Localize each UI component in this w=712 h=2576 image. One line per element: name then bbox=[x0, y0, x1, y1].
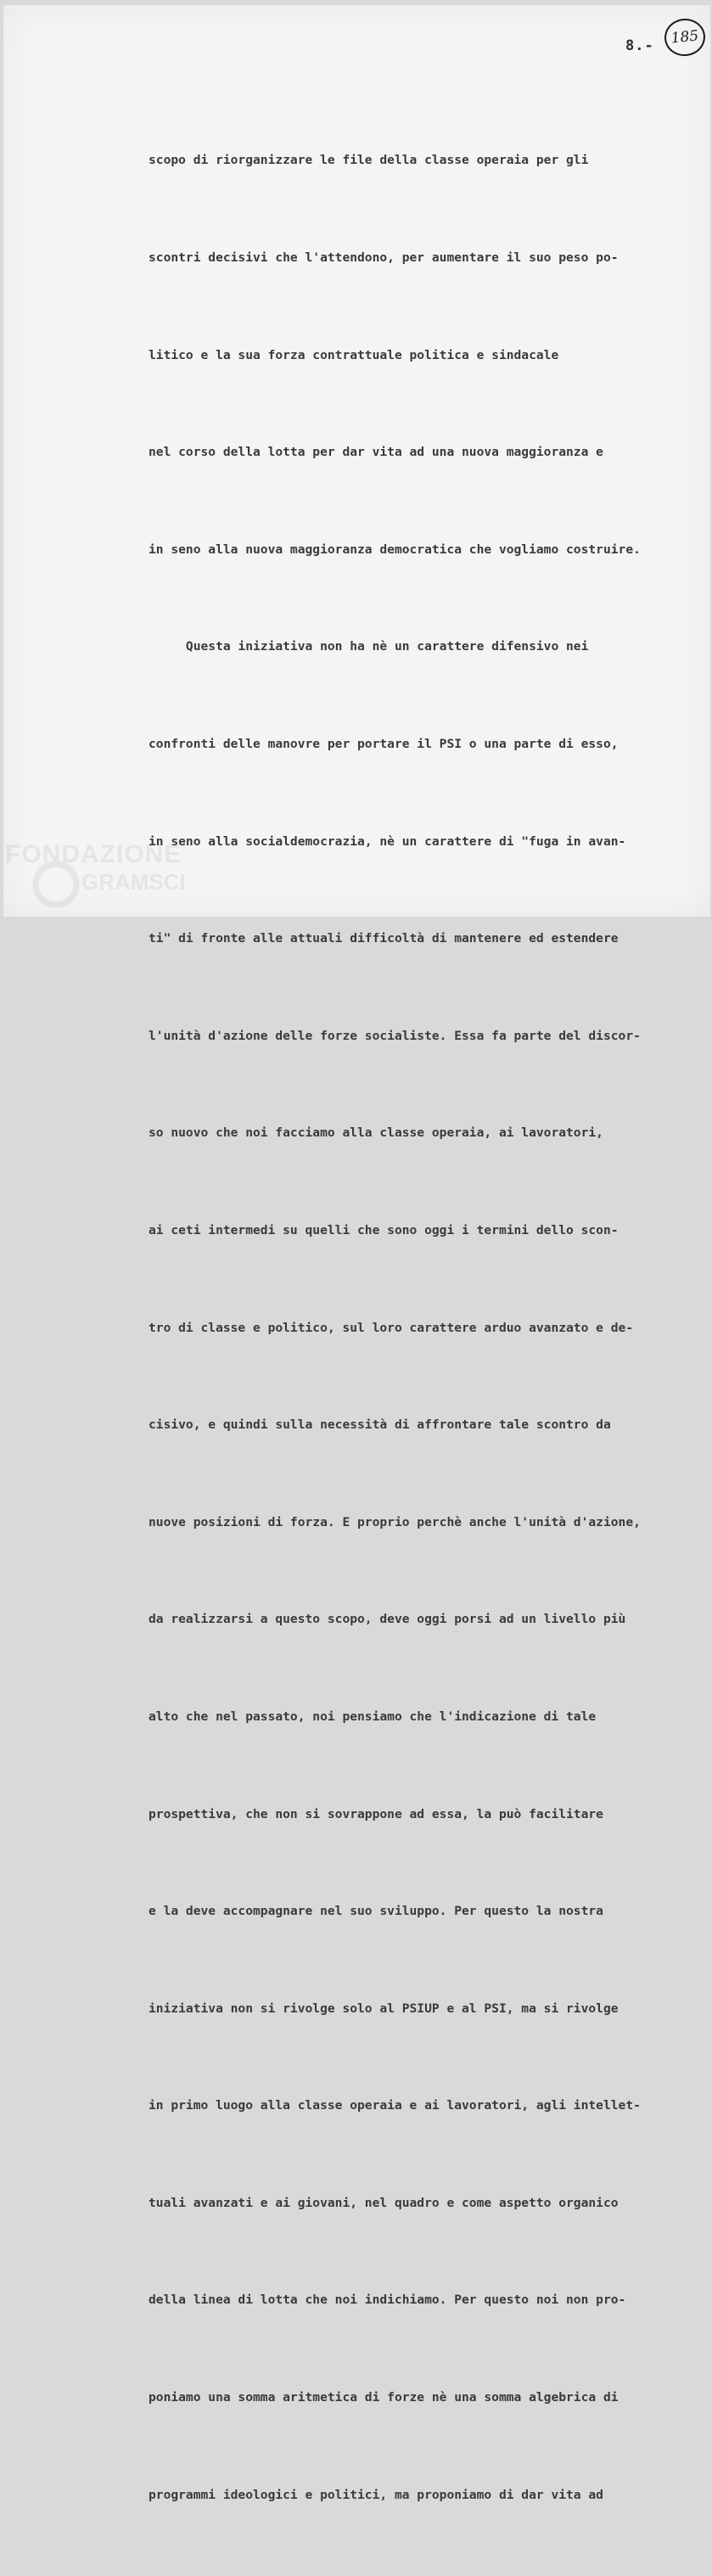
text-line: in seno alla socialdemocrazia, nè un carattere di "fuga in avan- bbox=[149, 833, 626, 849]
text-line: tuali avanzati e ai giovani, nel quadro e come aspetto organico bbox=[149, 2195, 619, 2210]
text-line: ai ceti intermedi su quelli che sono oggi i termini dello scon- bbox=[149, 1222, 619, 1237]
text-line: della linea di lotta che noi indichiamo. Per questo noi non pro- bbox=[149, 2293, 626, 2308]
text-line: l'unità d'azione delle forze socialiste. Essa fa parte del discor- bbox=[149, 1028, 641, 1043]
archive-number-stamp: 185 bbox=[663, 17, 707, 59]
text-line: prospettiva, che non si sovrappone ad essa, la può facilitare bbox=[149, 1806, 603, 1821]
text-line: litico e la sua forza contrattuale politica e sindacale bbox=[149, 347, 559, 362]
watermark-logo-icon bbox=[31, 859, 81, 910]
text-line: iniziativa non si rivolge solo al PSIUP e al PSI, ma si rivolge bbox=[149, 2001, 619, 2016]
watermark-line-1: FONDAZIONE bbox=[5, 840, 182, 868]
typewritten-body bbox=[149, 80, 692, 2576]
text-line: ti" di fronte alle attuali difficoltà di mantenere ed estendere bbox=[149, 931, 619, 946]
text-line: tro di classe e politico, sul loro carattere arduo avanzato e de- bbox=[149, 1320, 634, 1335]
text-line: cisivo, e quindi sulla necessità di affrontare tale scontro da bbox=[149, 1417, 611, 1433]
text-line: Questa iniziativa non ha nè un carattere difensivo nei bbox=[149, 639, 589, 654]
text-line: programmi ideologici e politici, ma proponiamo di dar vita ad bbox=[149, 2487, 603, 2502]
page-number: 8.- bbox=[625, 37, 654, 54]
watermark-line-2: GRAMSCI bbox=[81, 869, 186, 895]
text-line: in primo luogo alla classe operaia e ai lavoratori, agli intellet- bbox=[149, 2098, 641, 2113]
text-line: nuove posizioni di forza. E proprio perchè anche l'unità d'azione, bbox=[149, 1514, 641, 1529]
text-line: e la deve accompagnare nel suo sviluppo. Per questo la nostra bbox=[149, 1904, 603, 1919]
text-line: scontri decisivi che l'attendono, per aumentare il suo peso po- bbox=[149, 250, 619, 265]
text-line: confronti delle manovre per portare il PSI o una parte di esso, bbox=[149, 736, 619, 751]
watermark bbox=[5, 840, 186, 917]
text-line: so nuovo che noi facciamo alla classe operaia, ai lavoratori, bbox=[149, 1125, 603, 1141]
text-line: poniamo una somma aritmetica di forze nè una somma algebrica di bbox=[149, 2390, 619, 2405]
text-line: alto che nel passato, noi pensiamo che l'indicazione di tale bbox=[149, 1709, 597, 1724]
text-line: scopo di riorganizzare le file della classe operaia per gli bbox=[149, 153, 589, 168]
document-page bbox=[3, 5, 710, 2502]
text-line: da realizzarsi a questo scopo, deve oggi porsi ad un livello più bbox=[149, 1612, 626, 1627]
text-line: nel corso della lotta per dar vita ad una nuova maggioranza e bbox=[149, 445, 603, 460]
text-line: in seno alla nuova maggioranza democratica che vogliamo costruire. bbox=[149, 542, 641, 557]
